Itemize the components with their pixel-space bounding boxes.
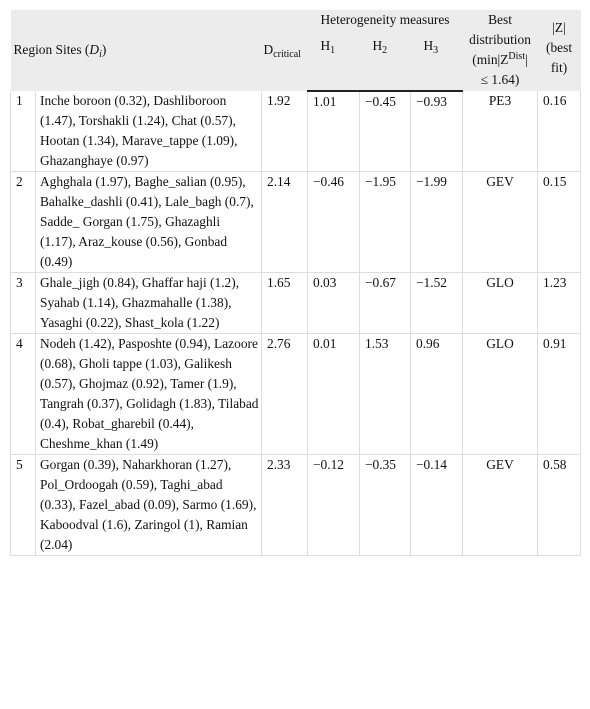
h3-value: −1.99 [411,172,463,273]
table-row [11,334,581,455]
region-sites-header: Region Sites $(D_i)$ [11,10,262,91]
best-distribution-value: GEV [463,172,538,273]
region-number: 1 [11,91,36,172]
h3-header: $H_3$ [411,31,463,91]
region-sites: Nodeh (1.42), Pasposhte (0.94), Lazoore (0.68), Gholi tappe (1.03), Galikesh (0.57), Ghojmaz (0.92), Tamer (1.9), Tangrah (0.37), Golidagh (1.83), Tilabad (0.4), Robat_gharebil (0.44), Cheshme_khan (1.49) [36,334,262,455]
h2-value: −0.45 [360,91,411,172]
h3-value: −0.93 [411,91,463,172]
table-row [11,455,581,556]
table-row [11,172,581,273]
h1-value: −0.46 [308,172,360,273]
table-row [11,91,581,172]
h1-value: −0.12 [308,455,360,556]
region-number: 3 [11,273,36,334]
z-value: 0.58 [538,455,581,556]
region-sites: Inche boroon (0.32), Dashliboroon (1.47), Torshakli (1.24), Chat (0.57), Hootan (1.34), Marave_tappe (1.09), Ghazanghaye (0.97) [36,91,262,172]
z-value: 0.91 [538,334,581,455]
best-distribution-value: PE3 [463,91,538,172]
dcritical-value: 1.65 [262,273,308,334]
dcritical-value: 2.76 [262,334,308,455]
h1-header: $H_1$ [308,31,360,91]
region-sites: Gorgan (0.39), Naharkhoran (1.27), Pol_Ordoogah (0.59), Taghi_abad (0.33), Fazel_abad (0.09), Sarmo (1.69), Kaboodval (1.6), Zaringol (1), Ramian (2.04) [36,455,262,556]
table-header [11,10,581,91]
table-body [11,91,581,556]
h1-value: 0.03 [308,273,360,334]
dcritical-value: 2.14 [262,172,308,273]
z-value: 0.15 [538,172,581,273]
best-distribution-value: GLO [463,334,538,455]
h1-value: 0.01 [308,334,360,455]
z-value: 0.16 [538,91,581,172]
h2-value: −1.95 [360,172,411,273]
regional-analysis-table [10,10,581,556]
dcritical-value: 2.33 [262,455,308,556]
region-number: 2 [11,172,36,273]
best-distribution-header: Best distribution ($\min|Z^{Dist}|$ ≤ 1.64) [463,10,538,91]
z-best-fit-header: |Z| (best fit) [538,10,581,91]
heterogeneity-header: Heterogeneity measures [308,10,463,31]
h2-value: −0.67 [360,273,411,334]
best-distribution-value: GEV [463,455,538,556]
region-number: 5 [11,455,36,556]
dcritical-value: 1.92 [262,91,308,172]
region-sites: Ghale_jigh (0.84), Ghaffar haji (1.2), Syahab (1.14), Ghazmahalle (1.38), Yasaghi (0.22), Shast_kola (1.22) [36,273,262,334]
h3-value: −0.14 [411,455,463,556]
h3-value: 0.96 [411,334,463,455]
z-value: 1.23 [538,273,581,334]
h2-value: 1.53 [360,334,411,455]
table-row [11,273,581,334]
dcritical-header: $D_{critical}$ [262,10,308,91]
h1-value: 1.01 [308,91,360,172]
region-number: 4 [11,334,36,455]
best-distribution-value: GLO [463,273,538,334]
h2-header: $H_2$ [360,31,411,91]
h2-value: −0.35 [360,455,411,556]
h3-value: −1.52 [411,273,463,334]
region-sites: Aghghala (1.97), Baghe_salian (0.95), Bahalke_dashli (0.41), Lale_bagh (0.7), Sadde_ Gorgan (1.75), Ghazaghli (1.17), Araz_kouse (0.56), Gonbad (0.49) [36,172,262,273]
